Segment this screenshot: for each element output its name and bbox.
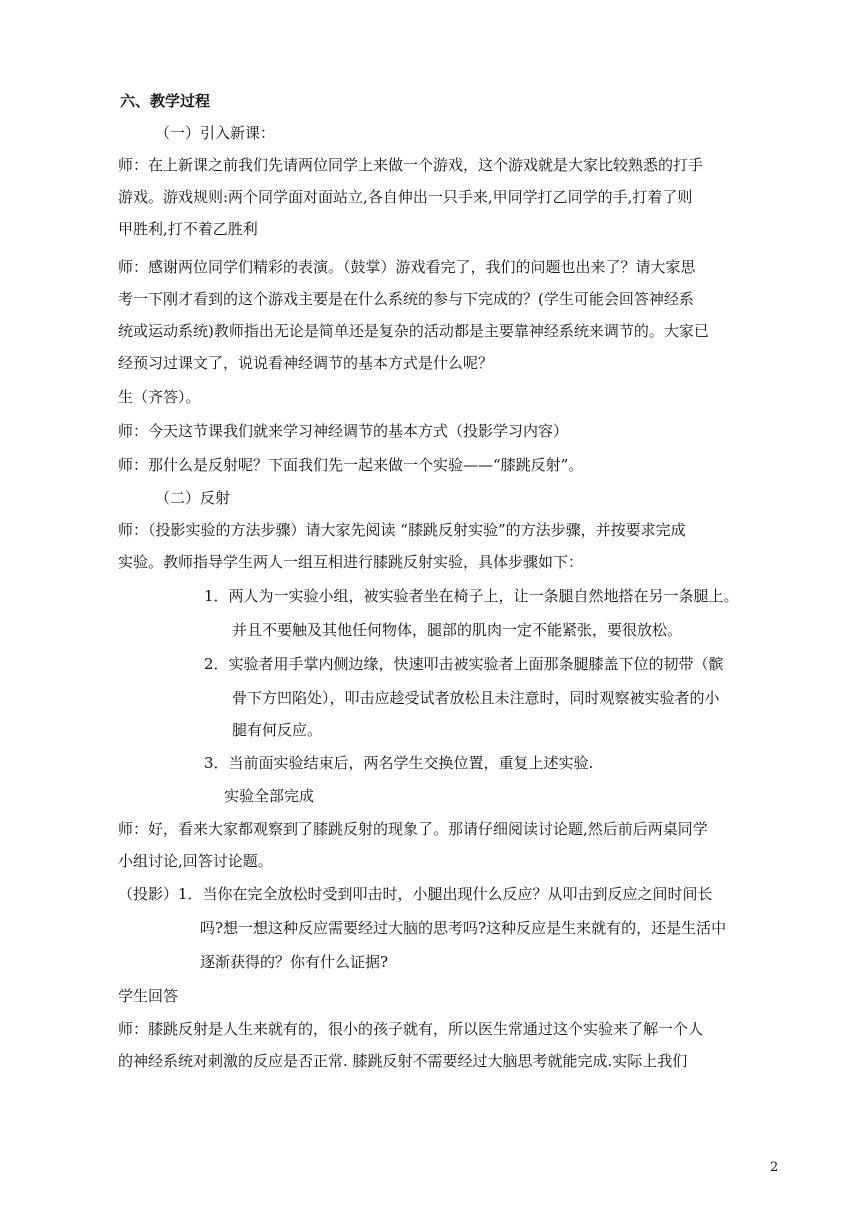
subheading-intro: （一）引入新课：	[155, 124, 276, 142]
paragraph-line: 师：在上新课之前我们先请两位同学上来做一个游戏，这个游戏就是大家比较熟悉的打手	[118, 156, 704, 174]
discussion-question-continuation: 吗?想一想这种反应需要经过大脑的思考吗?这种反应是生来就有的，还是生活中	[200, 919, 727, 937]
paragraph-line: 考一下刚才看到的这个游戏主要是在什么系统的参与下完成的？(学生可能会回答神经系	[118, 290, 694, 308]
step-item-continuation: 并且不要触及其他任何物体，腿部的肌肉一定不能紧张，要很放松。	[232, 621, 683, 639]
step-item: 3．当前面实验结束后，两名学生交换位置，重复上述实验.	[204, 754, 594, 772]
paragraph-line: 师：好，看来大家都观察到了膝跳反射的现象了。那请仔细阅读讨论题,然后前后两桌同学	[118, 820, 708, 838]
experiment-complete: 实验全部完成	[224, 787, 315, 805]
paragraph-line: 经预习过课文了，说说看神经调节的基本方式是什么呢？	[118, 354, 494, 372]
step-item-continuation: 腿有何反应。	[232, 721, 323, 739]
paragraph-line: 甲胜利,打不着乙胜利	[118, 220, 258, 238]
paragraph-line: 实验。教师指导学生两人一组互相进行膝跳反射实验，具体步骤如下：	[118, 553, 584, 571]
step-item: 1．两人为一实验小组，被实验者坐在椅子上，让一条腿自然地搭在另一条腿上。	[204, 587, 739, 605]
paragraph-line: 学生回答	[118, 987, 179, 1005]
paragraph-line: 小组讨论,回答讨论题。	[118, 852, 273, 870]
section-heading: 六、教学过程	[120, 92, 211, 110]
discussion-question: （投影）1．当你在完全放松时受到叩击时，小腿出现什么反应？从叩击到反应之间时间长	[118, 885, 713, 903]
step-item: 2．实验者用手掌内侧边缘，快速叩击被实验者上面那条腿膝盖下位的韧带（髌	[204, 655, 724, 673]
paragraph-line: 的神经系统对刺激的反应是否正常. 膝跳反射不需要经过大脑思考就能完成.实际上我们	[118, 1052, 688, 1070]
paragraph-line: 统或运动系统)教师指出无论是简单还是复杂的活动都是主要靠神经系统来调节的。大家已	[118, 322, 709, 340]
step-item-continuation: 骨下方凹陷处），叩击应趁受试者放松且未注意时，同时观察被实验者的小	[232, 689, 720, 707]
paragraph-line: 师：膝跳反射是人生来就有的，很小的孩子就有，所以医生常通过这个实验来了解一个人	[118, 1020, 704, 1038]
paragraph-line: 游戏。游戏规则:两个同学面对面站立,各自伸出一只手来,甲同学打乙同学的手,打着了则	[118, 188, 693, 206]
paragraph-line: 师：那什么是反射呢？下面我们先一起来做一个实验——“膝跳反射”。	[118, 456, 584, 474]
paragraph-line: 生（齐答）。	[118, 388, 201, 406]
paragraph-line: 师：（投影实验的方法步骤）请大家先阅读 “膝跳反射实验”的方法步骤，并按要求完成	[118, 521, 686, 539]
paragraph-line: 师：今天这节课我们就来学习神经调节的基本方式（投影学习内容）	[118, 422, 569, 440]
discussion-question-continuation: 逐渐获得的？你有什么证据?	[200, 953, 389, 971]
paragraph-line: 师：感谢两位同学们精彩的表演。（鼓掌）游戏看完了，我们的问题也出来了？请大家思	[118, 258, 696, 276]
page-number: 2	[770, 1160, 779, 1175]
subheading-reflex: （二）反射	[155, 489, 231, 507]
